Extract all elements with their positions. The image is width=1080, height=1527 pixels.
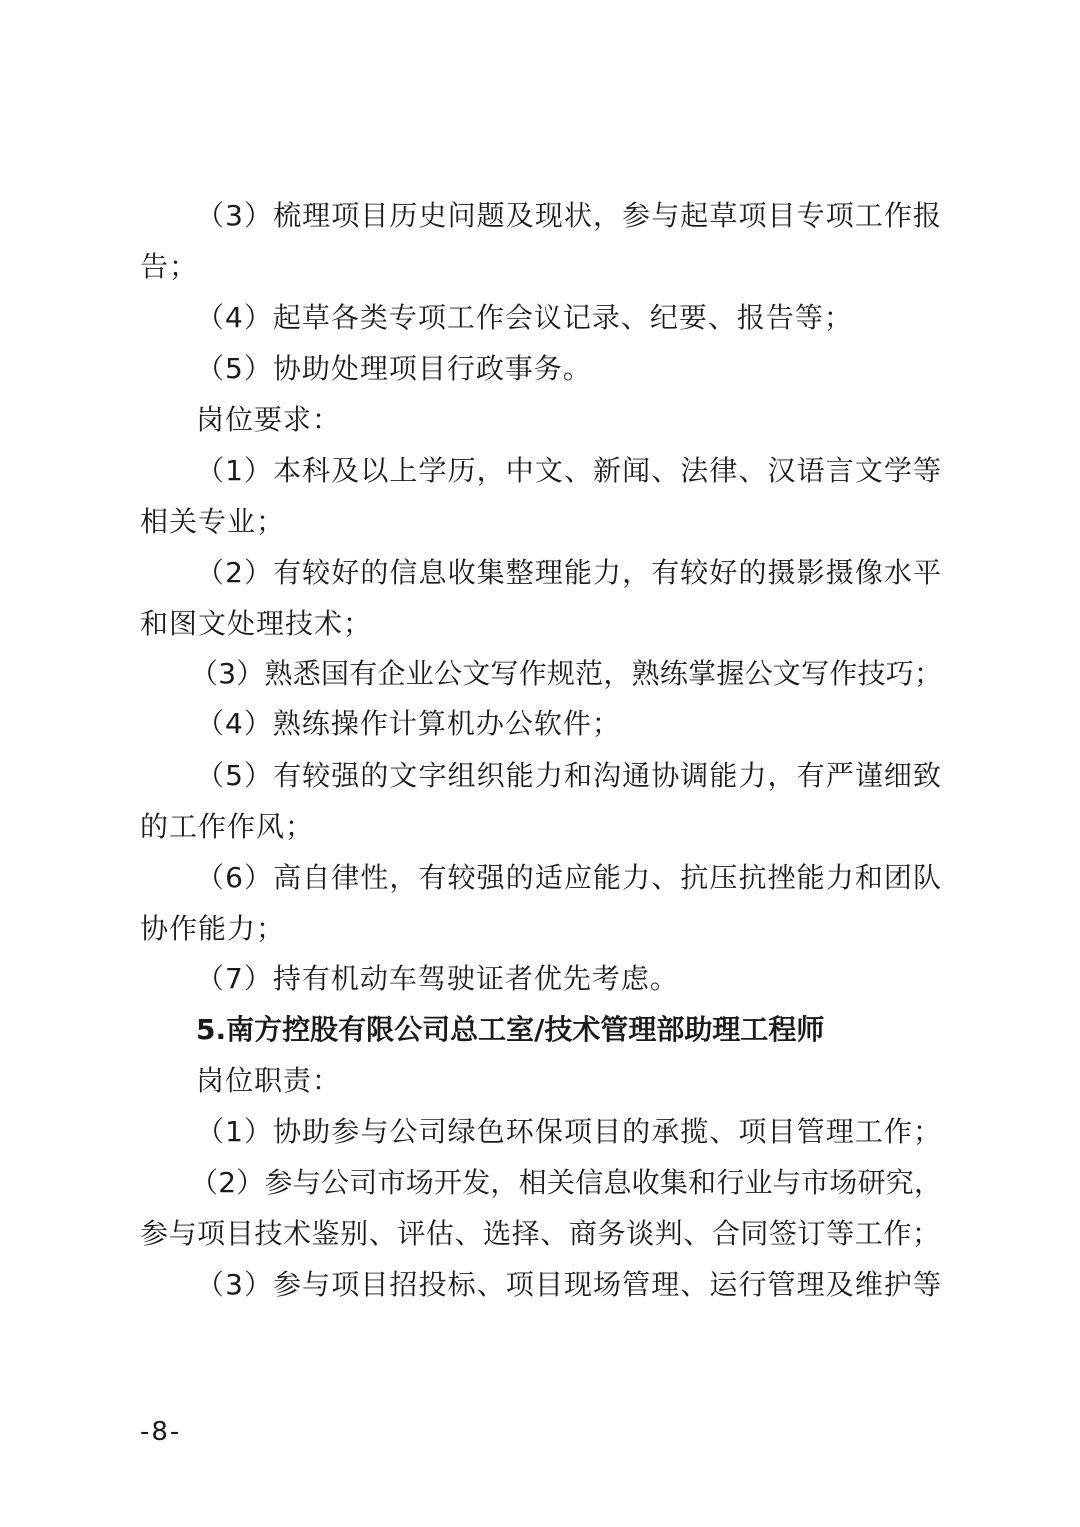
paragraph-line: （2）有较好的信息收集整理能力，有较好的摄影摄像水平 — [196, 556, 942, 589]
paragraph-line: 相关专业； — [140, 505, 286, 538]
paragraph-line: （3）熟悉国有企业公文写作规范，熟练掌握公文写作技巧； — [190, 657, 942, 690]
page-number: -8- — [140, 1417, 182, 1447]
paragraph-line: （2）参与公司市场开发，相关信息收集和行业与市场研究， — [190, 1166, 942, 1199]
paragraph-line: 告； — [140, 250, 199, 283]
paragraph-line: （6）高自律性，有较强的适应能力、抗压抗挫能力和团队 — [196, 861, 942, 894]
section-label: 岗位职责： — [196, 1064, 342, 1097]
paragraph-line: （3）参与项目招投标、项目现场管理、运行管理及维护等 — [196, 1268, 942, 1301]
paragraph-line: 和图文处理技术； — [140, 607, 373, 640]
paragraph-line: 协作能力； — [140, 912, 286, 945]
section-heading: 5.南方控股有限公司总工室/技术管理部助理工程师 — [196, 1013, 825, 1046]
paragraph-line: （1）协助参与公司绿色环保项目的承揽、项目管理工作； — [196, 1115, 942, 1148]
paragraph-line: （4）起草各类专项工作会议记录、纪要、报告等； — [196, 301, 853, 334]
paragraph-line: （1）本科及以上学历，中文、新闻、法律、汉语言文学等 — [196, 454, 942, 487]
paragraph-line: （3）梳理项目历史问题及现状，参与起草项目专项工作报 — [196, 199, 942, 232]
paragraph-line: 参与项目技术鉴别、评估、选择、商务谈判、合同签订等工作； — [140, 1217, 940, 1250]
paragraph-line: （4）熟练操作计算机办公软件； — [196, 707, 621, 740]
section-label: 岗位要求： — [196, 403, 342, 436]
paragraph-line: （5）有较强的文字组织能力和沟通协调能力，有严谨细致 — [196, 759, 942, 792]
paragraph-line: 的工作作风； — [140, 810, 315, 843]
paragraph-line: （7）持有机动车驾驶证者优先考虑。 — [196, 962, 679, 995]
paragraph-line: （5）协助处理项目行政事务。 — [196, 352, 592, 385]
